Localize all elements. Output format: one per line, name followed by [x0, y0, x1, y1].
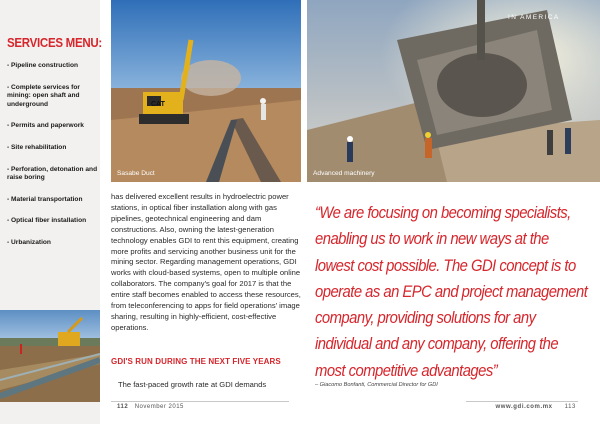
- menu-item-mining: - Complete services for mining: open shaft and underground: [7, 83, 80, 108]
- menu-item-pipeline: - Pipeline construction: [7, 62, 79, 69]
- menu-item-site-rehabilitation: - Site rehabilitation: [7, 143, 67, 151]
- menu-item-material-transportation: - Material transportation: [7, 195, 83, 203]
- menu-item-urbanization: - Urbanization: [7, 238, 51, 246]
- article-body: has delivered excellent results in hydroelectric power stations, in optical fiber installation along with gas pipelines, geotechnical engineering and dam constructions. Also, owning the latest-generation technology enables GDI to rent this equipment, creating more profits and servicing another business unit for the mining sector. Regarding management operations, GDI works with cloud-based systems, open to multiple online collaborators. The company's goal for 2017 is that the entire staff becomes enabled to access these resources, from teleconferencing to apps for field operations' image sharing, resulting in highly-efficient, cost-effective operations.: [111, 192, 301, 332]
- footer-rule-right: [466, 401, 578, 402]
- pull-quote: “We are focusing on becoming specialists, enabling us to work in new ways at the lowest cost possible. The GDI concept is to operate as an EPC and project management company, providing solutions for any individual and any company, offering the most competitive advantages”: [315, 204, 588, 380]
- services-menu-title: SERVICES MENU:: [7, 36, 102, 50]
- menu-item-optical-fiber: - Optical fiber installation: [7, 217, 87, 225]
- pipeline-photo: [0, 310, 100, 402]
- section-heading: GDI'S RUN DURING THE NEXT FIVE YEARS: [111, 357, 281, 366]
- sasabe-duct-caption: Sasabe Duct: [117, 170, 155, 177]
- issue-date: November 2015: [134, 404, 184, 410]
- excavator-photo: [111, 0, 301, 182]
- section-text: The fast-paced growth rate at GDI demands: [118, 380, 267, 389]
- quote-attribution: – Giacomo Bonfanti, Commercial Director for GDI: [315, 382, 438, 388]
- machinery-photo: [307, 0, 600, 182]
- footer-left: [117, 404, 184, 410]
- footer-rule-left: [111, 401, 289, 402]
- website-link[interactable]: www.gdi.com.mx: [495, 404, 553, 410]
- advanced-machinery-caption: Advanced machinery: [313, 170, 375, 177]
- menu-item-permits: - Permits and paperwork: [7, 122, 84, 130]
- page-number-left: 112: [117, 404, 129, 410]
- section-tag: IN AMERICA: [508, 14, 560, 21]
- svg-text:CAT: CAT: [151, 101, 165, 108]
- services-menu-list: [7, 62, 99, 248]
- footer-right: [495, 404, 576, 410]
- menu-item-perforation: - Perforation, detonation and raise boring: [7, 165, 98, 182]
- page-number-right: 113: [564, 404, 576, 410]
